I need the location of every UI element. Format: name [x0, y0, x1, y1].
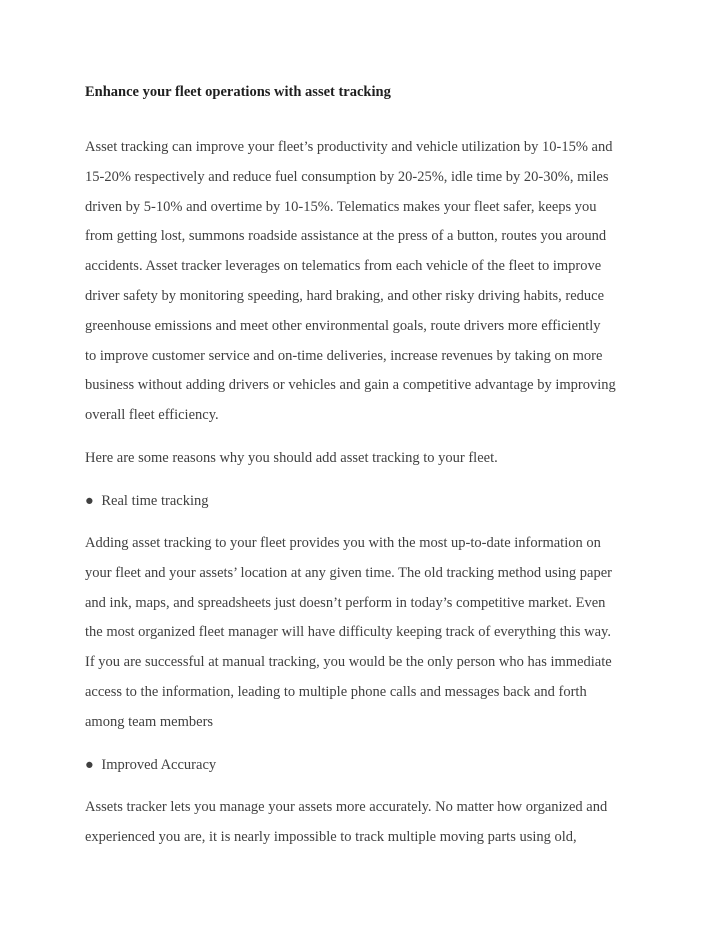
paragraph-line: experienced you are, it is nearly impossible to track multiple moving parts using old, [85, 828, 577, 845]
paragraph-line: your fleet and your assets’ location at any given time. The old tracking method using paper [85, 564, 612, 581]
document-title: Enhance your fleet operations with asset tracking [85, 84, 391, 100]
paragraph-line: overall fleet efficiency. [85, 407, 219, 424]
paragraph-line: driver safety by monitoring speeding, hard braking, and other risky driving habits, reduce [85, 287, 605, 304]
paragraph-line: among team members [85, 713, 214, 730]
paragraph-line: access to the information, leading to multiple phone calls and messages back and forth [85, 683, 587, 700]
bullet-improved-accuracy [85, 757, 216, 774]
paragraph-line: 15-20% respectively and reduce fuel consumption by 20-25%, idle time by 20-30%, miles [85, 168, 609, 185]
paragraph-line: Adding asset tracking to your fleet provides you with the most up-to-date information on [85, 535, 601, 551]
paragraph-benefits [85, 133, 645, 431]
paragraph-line: accidents. Asset tracker leverages on telematics from each vehicle of the fleet to improve [85, 258, 602, 275]
paragraph-line: to improve customer service and on-time deliveries, increase revenues by taking on more [85, 347, 603, 364]
bullet-icon: ● [85, 493, 94, 509]
paragraph-line: greenhouse emissions and meet other environmental goals, route drivers more efficiently [85, 317, 601, 334]
paragraph-line: Assets tracker lets you manage your assets more accurately. No matter how organized and [85, 799, 608, 815]
paragraph-line: If you are successful at manual tracking, you would be the only person who has immediate [85, 654, 612, 671]
paragraph-line: Asset tracking can improve your fleet’s productivity and vehicle utilization by 10-15% and [85, 139, 613, 155]
bullet-icon: ● [85, 757, 94, 773]
bullet-label: Improved Accuracy [101, 757, 217, 773]
bullet-label: Real time tracking [101, 493, 209, 509]
paragraph-line: driven by 5-10% and overtime by 10-15%. Telematics makes your fleet safer, keeps you [85, 198, 597, 215]
paragraph-line: and ink, maps, and spreadsheets just doesn’t perform in today’s competitive market. Even [85, 594, 606, 611]
paragraph-line: from getting lost, summons roadside assistance at the press of a button, routes you around [85, 228, 607, 245]
intro-sentence: Here are some reasons why you should add asset tracking to your fleet. [85, 450, 498, 466]
bullet-real-time-tracking [85, 493, 209, 510]
paragraph-real-time-tracking [85, 529, 645, 738]
paragraph-line: the most organized fleet manager will have difficulty keeping track of everything this way. [85, 624, 611, 641]
paragraph-improved-accuracy [85, 793, 645, 853]
paragraph-line: business without adding drivers or vehicles and gain a competitive advantage by improving [85, 377, 616, 394]
